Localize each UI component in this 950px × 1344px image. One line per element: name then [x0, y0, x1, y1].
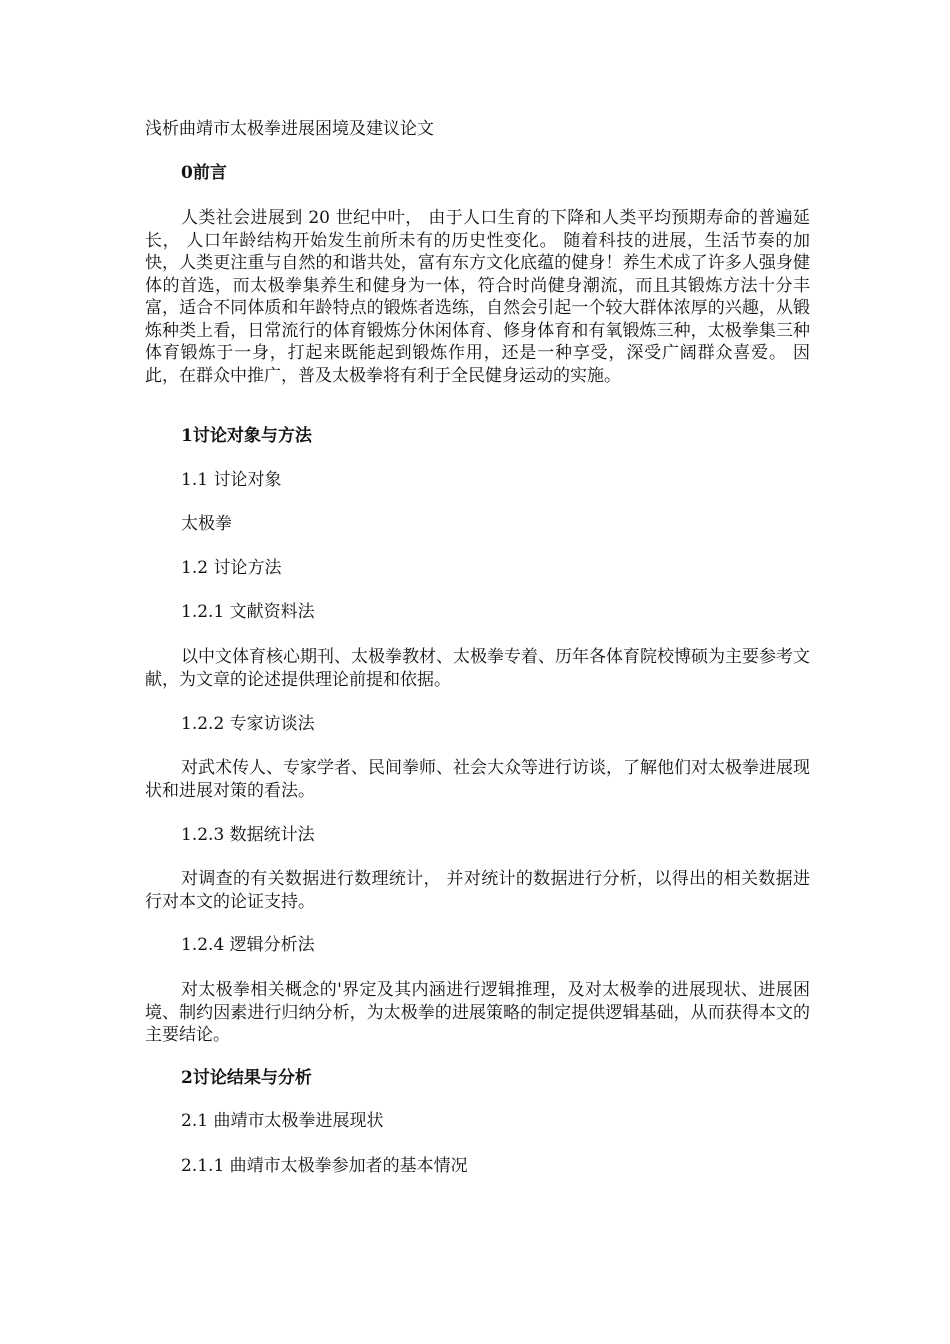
subheading-1-2-2: 1.2.2 专家访谈法 — [181, 714, 315, 734]
subheading-1-2-1: 1.2.1 文献资料法 — [181, 602, 315, 622]
body-1-2-4: 对太极拳相关概念的'界定及其内涵进行逻辑推理，及对太极拳的进展现状、进展困境、制约因素进行归纳分析，为太极拳的进展策略的制定提供逻辑基础，从而获得本文的主要结论。 — [145, 980, 810, 1045]
subheading-2-1: 2.1 曲靖市太极拳进展现状 — [181, 1111, 384, 1131]
subheading-2-1-1: 2.1.1 曲靖市太极拳参加者的基本情况 — [181, 1156, 468, 1176]
section-heading-objects-methods: 1讨论对象与方法 — [181, 426, 312, 446]
preface-paragraph: 人类社会进展到 20 世纪中叶， 由于人口生育的下降和人类平均预期寿命的普遍延长， 人口年龄结构开始发生前所未有的历史性变化。 随着科技的进展，生活节奏的加快，人类更注重与自然的和谐共处，富有东方文化底蕴的健身！养生术成了许多人强身健体的首选，而太极拳集养生和健身为一体，符合时尚健身潮流，而且其锻炼方法十分丰富，适合不同体质和年龄特点的锻炼者选练，自然会引起一个较大群体浓厚的兴趣，从锻炼种类上看，日常流行的体育锻炼分休闲体育、修身体育和有氧锻炼三种，太极拳集三种体育锻炼于一身，打起来既能起到锻炼作用，还是一种享受，深受广阔群众喜爱。 因此，在群众中推广，普及太极拳将有利于全民健身运动的实施。 — [145, 208, 810, 386]
section-heading-results: 2讨论结果与分析 — [181, 1068, 312, 1088]
subheading-1-2-3: 1.2.3 数据统计法 — [181, 825, 315, 845]
subheading-1-1: 1.1 讨论对象 — [181, 470, 282, 490]
subheading-1-2: 1.2 讨论方法 — [181, 558, 282, 578]
section-heading-preface: 0前言 — [181, 163, 227, 183]
body-1-2-3: 对调查的有关数据进行数理统计， 并对统计的数据进行分析，以得出的相关数据进行对本文的论证支持。 — [145, 869, 810, 912]
body-1-2-2: 对武术传人、专家学者、民间拳师、社会大众等进行访谈，了解他们对太极拳进展现状和进展对策的看法。 — [145, 758, 810, 801]
body-1-1: 太极拳 — [181, 514, 232, 534]
body-1-2-1: 以中文体育核心期刊、太极拳教材、太极拳专着、历年各体育院校博硕为主要参考文献，为文章的论述提供理论前提和依据。 — [145, 647, 810, 690]
document-title: 浅析曲靖市太极拳进展困境及建议论文 — [145, 119, 434, 139]
subheading-1-2-4: 1.2.4 逻辑分析法 — [181, 935, 315, 955]
